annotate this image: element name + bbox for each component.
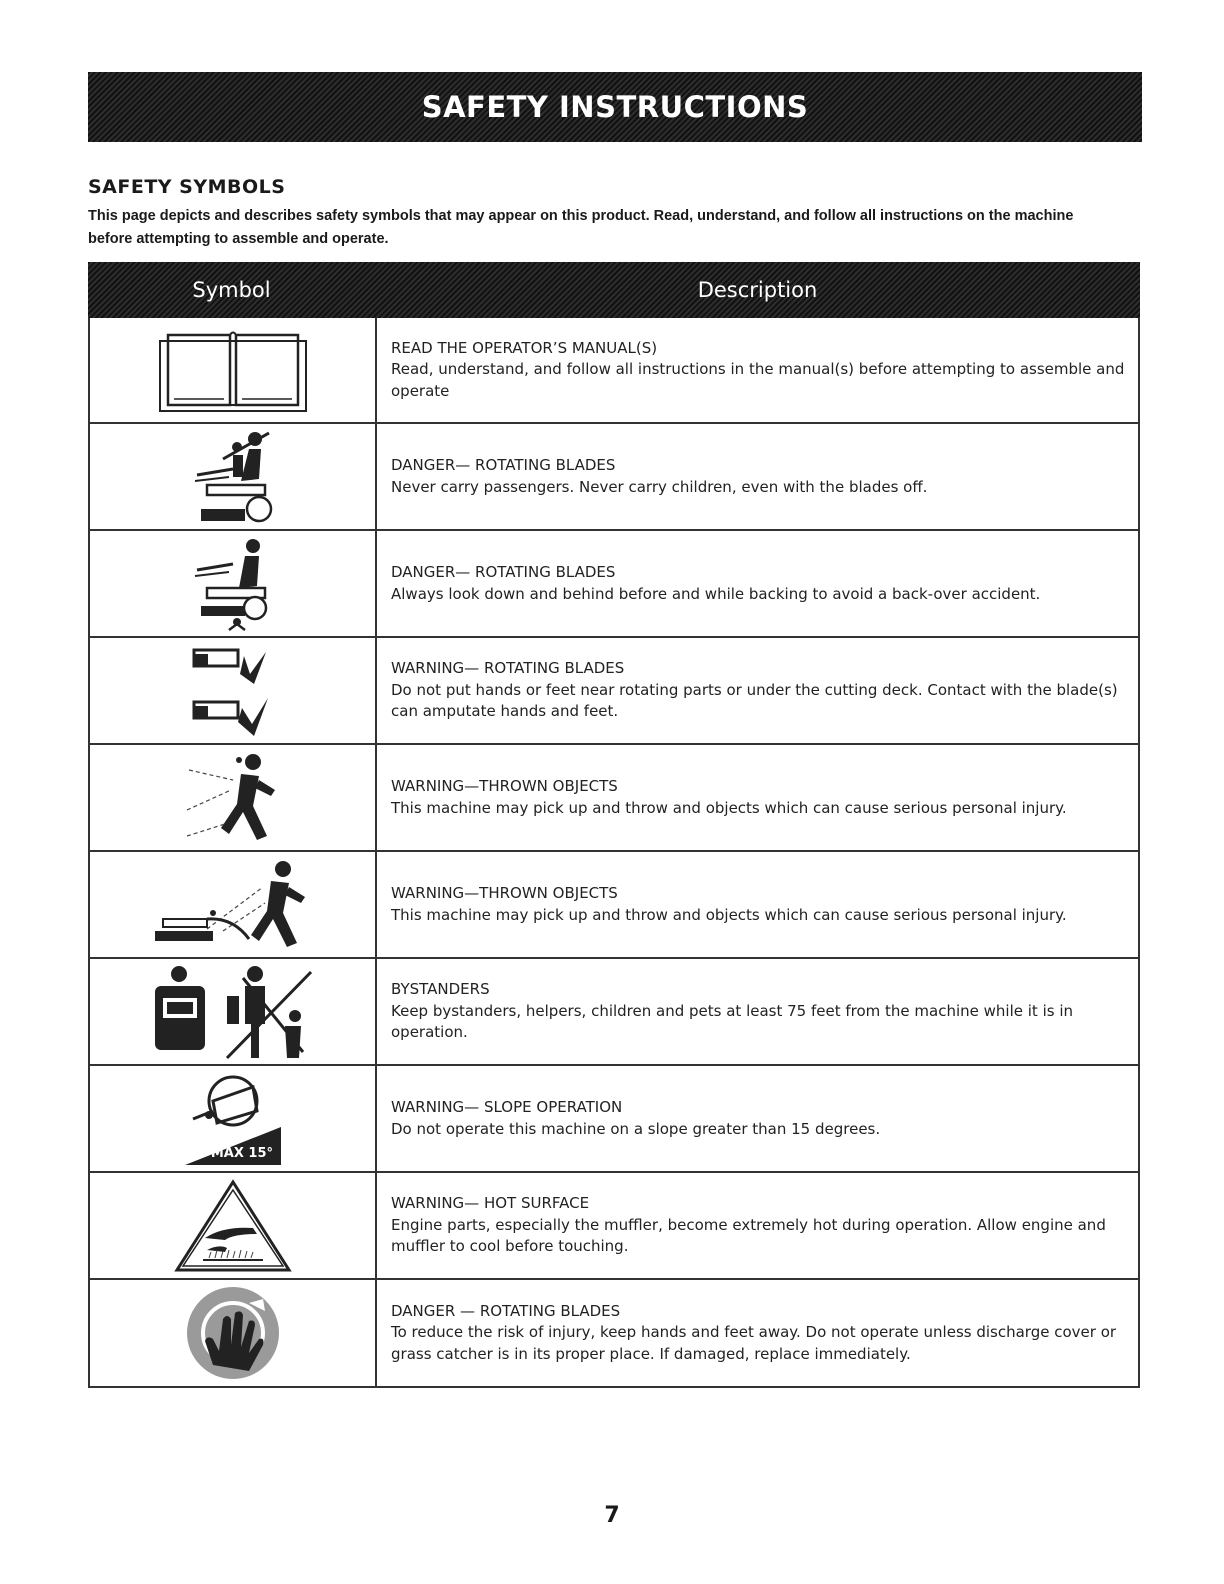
table-row (88, 638, 1140, 745)
back-over-icon (90, 531, 377, 636)
row-text: Read, understand, and follow all instructions in the manual(s) before attempting to assemble and operate (391, 360, 1125, 400)
table-row (88, 852, 1140, 959)
page-number: 7 (604, 1503, 620, 1528)
column-header-symbol: Symbol (192, 278, 271, 302)
column-header-description: Description (697, 278, 818, 302)
table-row (88, 959, 1140, 1066)
row-text: This machine may pick up and throw and objects which can cause serious personal injury. (391, 905, 1067, 924)
table-row (88, 318, 1140, 424)
row-text: To reduce the risk of injury, keep hands and feet away. Do not operate unless discharge cover or grass catcher is in its proper place. If damaged, replace immediately. (391, 1323, 1117, 1363)
section-title: SAFETY SYMBOLS (88, 176, 286, 198)
row-title: WARNING— ROTATING BLADES (391, 659, 625, 678)
thrown-objects-mower-icon (90, 852, 377, 957)
row-title: WARNING— SLOPE OPERATION (391, 1098, 623, 1116)
slope-operation-icon (90, 1066, 377, 1171)
table-header (88, 262, 1140, 318)
section-intro: This page depicts and describes safety symbols that may appear on this product. Read, understand, and follow all instructions on the machine before attempting to assemble and operate. (88, 208, 1074, 247)
row-title: WARNING—THROWN OBJECTS (391, 777, 618, 795)
row-text: This machine may pick up and throw and objects which can cause serious personal injury. (391, 798, 1067, 817)
table-row (88, 1173, 1140, 1280)
row-text: Always look down and behind before and while backing to avoid a back-over accident. (391, 584, 1041, 603)
row-title: WARNING—THROWN OBJECTS (391, 884, 618, 902)
table-row (88, 424, 1140, 531)
row-title: DANGER— ROTATING BLADES (391, 563, 616, 581)
row-text: Keep bystanders, helpers, children and pets at least 75 feet from the machine while it is in operation. (391, 1001, 1073, 1042)
safety-symbols-table (88, 262, 1140, 1388)
table-row (88, 531, 1140, 638)
table-row (88, 1280, 1140, 1388)
row-text: Do not operate this machine on a slope greater than 15 degrees. (391, 1119, 881, 1138)
bystanders-icon (90, 959, 377, 1064)
operator-manual-icon (90, 318, 377, 422)
hand-foot-blade-icon (90, 638, 377, 743)
table-row (88, 1066, 1140, 1173)
thrown-objects-icon (90, 745, 377, 850)
row-title: WARNING— HOT SURFACE (391, 1194, 590, 1213)
row-title: DANGER — ROTATING BLADES (391, 1301, 621, 1320)
page-title: SAFETY INSTRUCTIONS (421, 90, 809, 124)
row-title: DANGER— ROTATING BLADES (391, 456, 616, 474)
table-row (88, 745, 1140, 852)
slope-max-label: MAX 15° (210, 1145, 273, 1161)
page-header-banner (88, 72, 1142, 142)
hot-surface-icon (90, 1173, 377, 1278)
row-text: Do not put hands or feet near rotating parts or under the cutting deck. Contact with the blade(s) can amputate hands and feet. (391, 680, 1118, 721)
hand-blade-icon (90, 1280, 377, 1386)
no-passengers-icon (90, 424, 377, 529)
row-title: BYSTANDERS (391, 980, 490, 999)
row-text: Never carry passengers. Never carry children, even with the blades off. (391, 477, 928, 496)
row-title: READ THE OPERATOR’S MANUAL(S) (391, 338, 658, 357)
row-text: Engine parts, especially the muffler, become extremely hot during operation. Allow engine and muffler to cool before touching. (391, 1215, 1106, 1256)
